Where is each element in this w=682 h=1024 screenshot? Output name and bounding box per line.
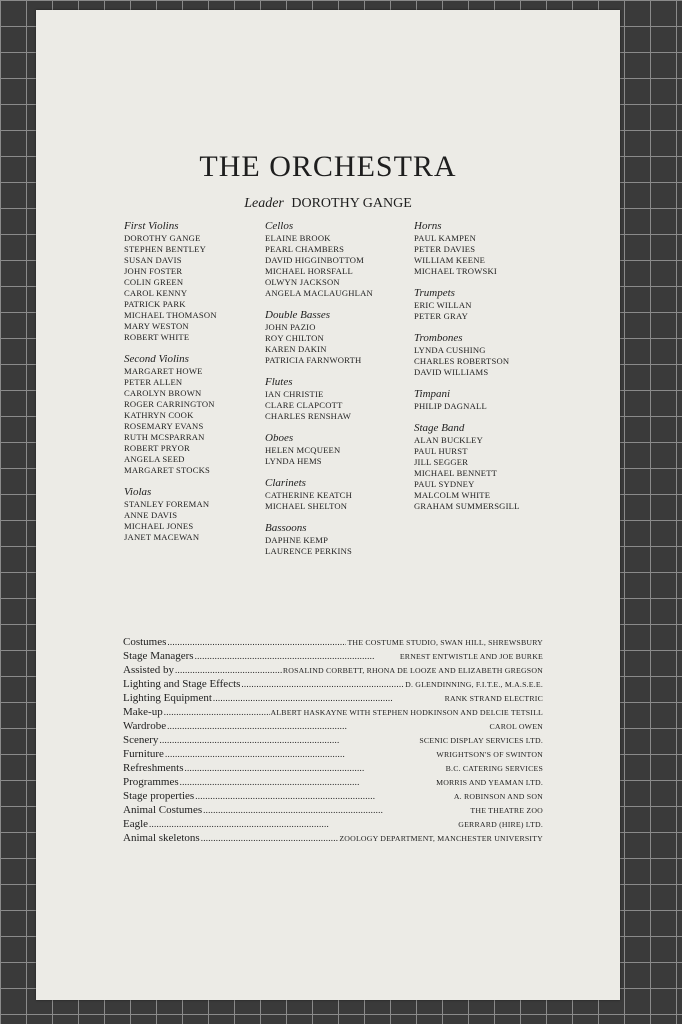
player-name: DAVID WILLIAMS [414,367,489,377]
player-name: PETER ALLEN [124,377,183,387]
player-name: PAUL SYDNEY [414,479,475,489]
dot-leader [180,777,435,787]
orchestra-column-1 [124,220,284,553]
player-name: JILL SEGGER [414,457,469,467]
player-list [265,535,425,557]
dot-leader [159,735,418,745]
credit-row [123,720,543,734]
section-heading: First Violins [124,220,179,232]
credit-provider: ROSALIND CORBETT, RHONA DE LOOZE AND ELIZABETH GREGSON [282,666,543,675]
leader-name: DOROTHY GANGE [291,196,412,211]
credit-provider: RANK STRAND ELECTRIC [444,694,543,703]
credit-row [123,790,543,804]
player-list [124,499,284,543]
player-name: PEARL CHAMBERS [265,244,345,254]
player-list [124,366,284,476]
player-name: CLARE CLAPCOTT [265,400,343,410]
credit-role: Stage Managers [123,650,194,662]
dot-leader [213,693,444,703]
credit-row [123,832,543,846]
section-timpani [414,388,574,412]
section-heading: Stage Band [414,422,465,434]
credit-provider: ZOOLOGY DEPARTMENT, MANCHESTER UNIVERSITY [339,834,543,843]
player-name: KATHRYN COOK [124,410,194,420]
player-name: ROBERT WHITE [124,332,190,342]
player-name: ROY CHILTON [265,333,324,343]
player-name: ELAINE BROOK [265,233,331,243]
player-name: CAROL KENNY [124,288,188,298]
credit-row [123,664,543,678]
credit-role: Wardrobe [123,720,167,732]
credit-role: Refreshments [123,762,184,774]
section-trombones [414,332,574,378]
credit-role: Furniture [123,748,164,760]
player-name: MICHAEL TROWSKI [414,266,497,276]
player-name: MICHAEL JONES [124,521,194,531]
dot-leader [167,637,346,647]
credits-list [123,636,543,846]
player-name: CAROLYN BROWN [124,388,202,398]
section-cellos [265,220,425,299]
credit-role: Scenery [123,734,159,746]
player-list [414,345,574,378]
player-name: LAURENCE PERKINS [265,546,352,556]
section-heading: Trumpets [414,287,455,299]
dot-leader [149,819,457,829]
section-oboes [265,432,425,467]
dot-leader [195,791,453,801]
orchestra-column-3 [414,220,574,522]
credit-provider: CAROL OWEN [489,722,543,731]
credit-provider: A. ROBINSON AND SON [453,792,543,801]
player-name: PAUL KAMPEN [414,233,476,243]
credit-provider: D. GLENDINNING, F.I.T.E., M.A.S.E.E. [405,680,543,689]
player-name: GRAHAM SUMMERSGILL [414,501,520,511]
leader-label: Leader [244,196,284,211]
section-second-violins [124,353,284,476]
section-stage-band [414,422,574,512]
player-name: JOHN PAZIO [265,322,316,332]
player-name: COLIN GREEN [124,277,184,287]
player-name: CATHERINE KEATCH [265,490,352,500]
player-list [265,445,425,467]
dot-leader [201,833,339,843]
player-name: PATRICIA FARNWORTH [265,355,362,365]
section-clarinets [265,477,425,512]
player-name: ANNE DAVIS [124,510,178,520]
player-name: ROBERT PRYOR [124,443,190,453]
player-list [265,233,425,299]
section-heading: Bassoons [265,522,307,534]
dot-leader [195,651,399,661]
section-trumpets [414,287,574,322]
credit-row [123,678,543,692]
player-name: MALCOLM WHITE [414,490,491,500]
credit-role: Lighting Equipment [123,692,212,704]
player-name: ERIC WILLAN [414,300,472,310]
credit-role: Costumes [123,636,167,648]
section-heading: Trombones [414,332,463,344]
player-name: STEPHEN BENTLEY [124,244,207,254]
player-name: RUTH MCSPARRAN [124,432,205,442]
dot-leader [241,679,404,689]
player-name: KAREN DAKIN [265,344,327,354]
credit-role: Make-up [123,706,163,718]
player-list [414,401,574,412]
player-name: IAN CHRISTIE [265,389,324,399]
section-heading: Horns [414,220,442,232]
section-violas [124,486,284,543]
player-name: ROSEMARY EVANS [124,421,204,431]
player-name: CHARLES ROBERTSON [414,356,510,366]
section-first-violins [124,220,284,343]
player-name: STANLEY FOREMAN [124,499,210,509]
credit-row [123,636,543,650]
player-name: DAPHNE KEMP [265,535,329,545]
page-title: THE ORCHESTRA [199,150,457,183]
section-double-basses [265,309,425,366]
credit-role: Programmes [123,776,179,788]
player-name: MICHAEL SHELTON [265,501,348,511]
credit-row [123,804,543,818]
credit-provider: SCENIC DISPLAY SERVICES LTD. [419,736,543,745]
section-heading: Flutes [265,376,293,388]
player-list [265,322,425,366]
section-heading: Violas [124,486,152,498]
player-name: ANGELA MACLAUGHLAN [265,288,373,298]
credit-role: Assisted by [123,664,175,676]
dot-leader [175,665,282,675]
section-heading: Second Violins [124,353,189,365]
player-name: MICHAEL HORSFALL [265,266,353,276]
credit-role: Animal Costumes [123,804,203,816]
player-list [414,300,574,322]
dot-leader [164,707,270,717]
player-name: ANGELA SEED [124,454,185,464]
credit-row [123,748,543,762]
credit-role: Lighting and Stage Effects [123,678,241,690]
player-name: WILLIAM KEENE [414,255,486,265]
player-name: MARGARET STOCKS [124,465,211,475]
credit-role: Eagle [123,818,149,830]
section-heading: Oboes [265,432,294,444]
section-heading: Double Basses [265,309,331,321]
credit-provider: THE THEATRE ZOO [470,806,543,815]
credit-row [123,818,543,832]
credit-row [123,734,543,748]
player-name: MARY WESTON [124,321,189,331]
player-name: DOROTHY GANGE [124,233,201,243]
section-bassoons [265,522,425,557]
dot-leader [167,721,488,731]
credit-provider: GERRARD (HIRE) LTD. [458,820,543,829]
dot-leader [203,805,469,815]
player-list [414,435,574,512]
section-flutes [265,376,425,422]
section-heading: Timpani [414,388,451,400]
player-name: PAUL HURST [414,446,468,456]
player-list [414,233,574,277]
credit-row [123,762,543,776]
player-name: JANET MACEWAN [124,532,200,542]
player-name: PATRICK PARK [124,299,186,309]
section-horns [414,220,574,277]
credit-row [123,706,543,720]
section-heading: Cellos [265,220,294,232]
player-name: ALAN BUCKLEY [414,435,483,445]
leader-line [36,196,620,212]
player-name: LYNDA HEMS [265,456,322,466]
player-name: PETER GRAY [414,311,468,321]
credit-provider: B.C. CATERING SERVICES [445,764,543,773]
credit-row [123,650,543,664]
credit-role: Animal skeletons [123,832,200,844]
player-name: HELEN MCQUEEN [265,445,341,455]
player-name: DAVID HIGGINBOTTOM [265,255,365,265]
orchestra-column-2 [265,220,425,567]
credit-provider: MORRIS AND YEAMAN LTD. [436,778,543,787]
player-name: CHARLES RENSHAW [265,411,352,421]
player-list [124,233,284,343]
player-list [265,389,425,422]
dot-leader [165,749,435,759]
credit-provider: ALBERT HASKAYNE WITH STEPHEN HODKINSON AND DELCIE TETSILL [270,708,543,717]
programme-page [36,10,620,1000]
player-name: SUSAN DAVIS [124,255,182,265]
player-name: ROGER CARRINGTON [124,399,215,409]
player-list [265,490,425,512]
section-heading: Clarinets [265,477,306,489]
credit-provider: ERNEST ENTWISTLE AND JOE BURKE [399,652,543,661]
player-name: PETER DAVIES [414,244,476,254]
credit-provider: THE COSTUME STUDIO, SWAN HILL, SHREWSBURY [347,638,543,647]
player-name: LYNDA CUSHING [414,345,486,355]
credit-role: Stage properties [123,790,195,802]
player-name: MARGARET HOWE [124,366,203,376]
dot-leader [184,763,444,773]
credit-provider: WRIGHTSON'S OF SWINTON [436,750,543,759]
player-name: MICHAEL BENNETT [414,468,498,478]
player-name: MICHAEL THOMASON [124,310,217,320]
credit-row [123,776,543,790]
player-name: OLWYN JACKSON [265,277,340,287]
credit-row [123,692,543,706]
player-name: JOHN FOSTER [124,266,183,276]
player-name: PHILIP DAGNALL [414,401,487,411]
